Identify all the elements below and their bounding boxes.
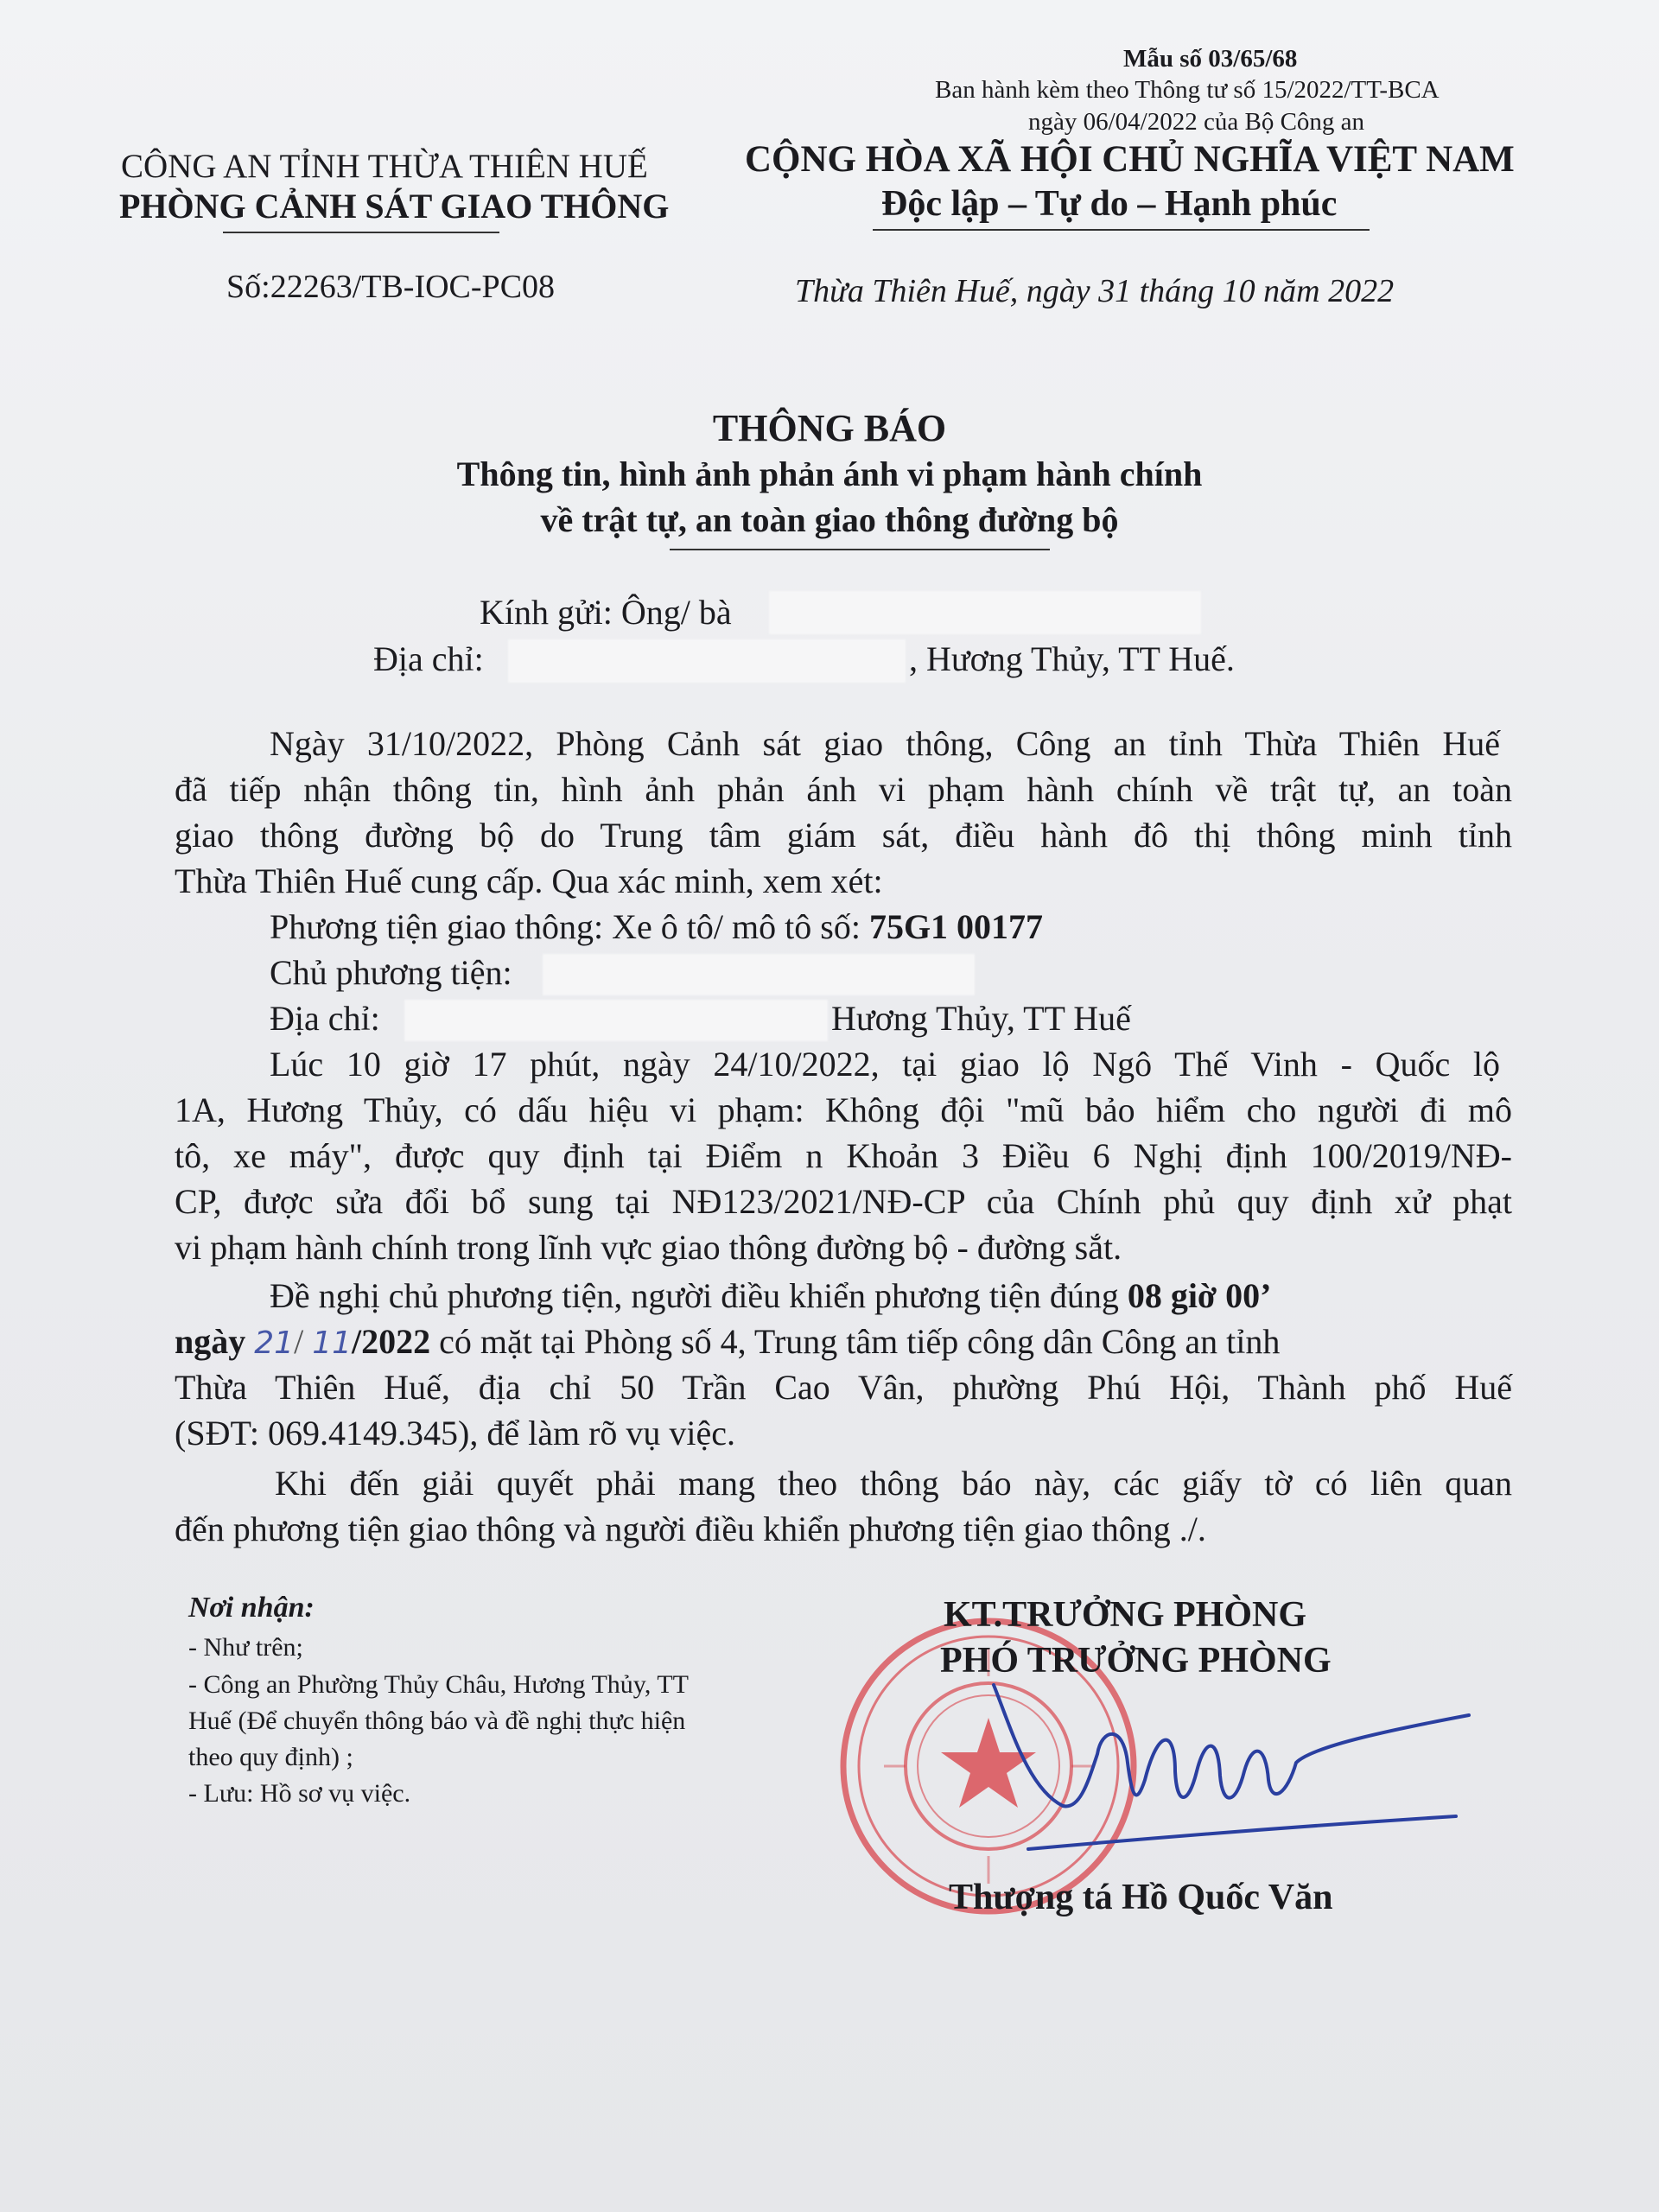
- redacted-owner-name: [543, 954, 975, 995]
- paragraph-4-line-2: đến phương tiện giao thông và người điều khiển phương tiện giao thông ./.: [175, 1510, 1206, 1548]
- recipients-item-2-line-1: - Công an Phường Thủy Châu, Hương Thủy, TT: [188, 1670, 689, 1699]
- paragraph-4-line-1: Khi đến giải quyết phải mang theo thông báo này, các giấy tờ có liên quan: [275, 1464, 1512, 1503]
- paragraph-3-text: Đề nghị chủ phương tiện, người điều khiển phương tiện đúng: [270, 1276, 1119, 1315]
- vehicle-label: Phương tiện giao thông: Xe ô tô/ mô tô số:: [270, 907, 861, 946]
- appointment-year: /2022: [352, 1322, 431, 1361]
- agency-department: PHÒNG CẢNH SÁT GIAO THÔNG: [119, 187, 670, 226]
- paragraph-3-location: có mặt tại Phòng số 4, Trung tâm tiếp công dân Công an tỉnh: [439, 1322, 1281, 1361]
- paragraph-2-line-5: vi phạm hành chính trong lĩnh vực giao thông đường bộ - đường sắt.: [175, 1228, 1122, 1267]
- paragraph-1-line-2: đã tiếp nhận thông tin, hình ảnh phản ánh vi phạm hành chính về trật tự, an toàn: [175, 770, 1512, 809]
- recipient-address-tail: , Hương Thủy, TT Huế.: [909, 639, 1235, 678]
- subtitle-underline: [670, 549, 1050, 550]
- recipient-address-label: Địa chỉ:: [373, 639, 484, 678]
- signature-title-1: KT.TRƯỞNG PHÒNG: [944, 1595, 1306, 1635]
- paragraph-2-line-2: 1A, Hương Thủy, có dấu hiệu vi phạm: Không đội "mũ bảo hiểm cho người đi mô: [175, 1090, 1512, 1129]
- document-subtitle-line2: về trật tự, an toàn giao thông đường bộ: [540, 500, 1119, 539]
- signer-name: Thượng tá Hồ Quốc Văn: [949, 1878, 1333, 1917]
- owner-label: Chủ phương tiện:: [270, 953, 512, 992]
- paragraph-2-line-4: CP, được sửa đổi bổ sung tại NĐ123/2021/NĐ-CP của Chính phủ quy định xử phạt: [175, 1182, 1512, 1221]
- recipients-item-2-line-3: theo quy định) ;: [188, 1743, 353, 1771]
- issued-note-line2: ngày 06/04/2022 của Bộ Công an: [1028, 108, 1365, 136]
- recipients-heading: Nơi nhận:: [188, 1592, 315, 1624]
- national-motto: Độc lập – Tự do – Hạnh phúc: [881, 184, 1338, 224]
- redacted-owner-address: [404, 1000, 828, 1041]
- agency-name: CÔNG AN TỈNH THỪA THIÊN HUẾ: [121, 148, 648, 185]
- paragraph-3-line-3: Thừa Thiên Huế, địa chỉ 50 Trần Cao Vân, phường Phú Hội, Thành phố Huế: [175, 1368, 1512, 1407]
- paragraph-2-line-3: tô, xe máy", được quy định tại Điểm n Khoản 3 Điều 6 Nghị định 100/2019/NĐ-: [175, 1136, 1512, 1175]
- owner-address-tail: Hương Thủy, TT Huế: [831, 999, 1131, 1038]
- paragraph-1-line-1: Ngày 31/10/2022, Phòng Cảnh sát giao thông, Công an tỉnh Thừa Thiên Huế: [270, 724, 1500, 763]
- redacted-recipient-address: [508, 639, 906, 683]
- recipients-item-3: - Lưu: Hồ sơ vụ việc.: [188, 1779, 411, 1808]
- paragraph-1-line-4: Thừa Thiên Huế cung cấp. Qua xác minh, xem xét:: [175, 861, 883, 900]
- document-date: Thừa Thiên Huế, ngày 31 tháng 10 năm 2022: [795, 273, 1395, 309]
- recipients-item-1: - Như trên;: [188, 1633, 303, 1662]
- signature-title-2: PHÓ TRƯỞNG PHÒNG: [940, 1641, 1332, 1681]
- owner-address-label: Địa chỉ:: [270, 999, 380, 1038]
- vehicle-line: [270, 904, 1043, 950]
- paragraph-2-line-1: Lúc 10 giờ 17 phút, ngày 24/10/2022, tại giao lộ Ngô Thế Vinh - Quốc lộ: [270, 1045, 1500, 1084]
- vehicle-plate: 75G1 00177: [868, 907, 1044, 946]
- appointment-day-label: ngày: [175, 1322, 246, 1361]
- document-number: Số:22263/TB-IOC-PC08: [226, 269, 556, 305]
- recipient-label: Kính gửi: Ông/ bà: [480, 593, 732, 632]
- paragraph-3-line-2: ngày 21/ 11/2022 có mặt tại Phòng số 4, Trung tâm tiếp công dân Công an tỉnh: [175, 1322, 1281, 1361]
- paragraph-1-line-3: giao thông đường bộ do Trung tâm giám sát, điều hành đô thị thông minh tỉnh: [175, 816, 1512, 855]
- appointment-time: 08 giờ 00’: [1127, 1276, 1272, 1315]
- document-subtitle-line1: Thông tin, hình ảnh phản ánh vi phạm hành chính: [456, 454, 1203, 493]
- motto-underline: [873, 229, 1370, 231]
- paragraph-3-line-1: [270, 1273, 1271, 1319]
- paragraph-3-line-4: (SĐT: 069.4149.345), để làm rõ vụ việc.: [175, 1414, 736, 1452]
- document-title: THÔNG BÁO: [712, 407, 947, 449]
- agency-underline: [223, 232, 499, 233]
- issued-note-line1: Ban hành kèm theo Thông tư số 15/2022/TT-BCA: [935, 76, 1440, 104]
- recipients-item-2-line-2: Huế (Để chuyển thông báo và đề nghị thực hiện: [188, 1707, 686, 1735]
- handwritten-signature: [950, 1676, 1478, 1875]
- national-title: CỘNG HÒA XÃ HỘI CHỦ NGHĨA VIỆT NAM: [745, 139, 1515, 180]
- handwritten-day: 21: [254, 1325, 295, 1361]
- form-number: Mẫu số 03/65/68: [1123, 45, 1298, 73]
- redacted-recipient-name: [769, 591, 1201, 634]
- handwritten-month: 11: [312, 1325, 352, 1361]
